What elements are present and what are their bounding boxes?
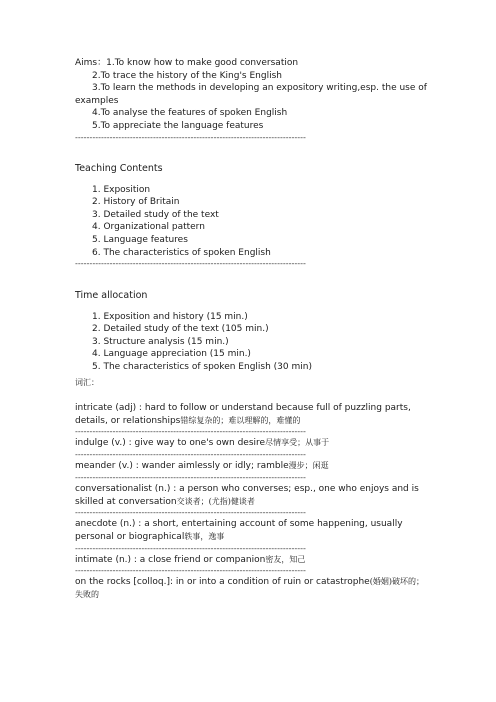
vocab-section xyxy=(75,402,427,602)
aims-item: 1.To know how to make good conversation xyxy=(106,58,299,68)
time-allocation-section xyxy=(75,290,435,374)
vocab-translation: (婚姻)破坏的；失败的 xyxy=(75,577,424,600)
separator-line: -------------------------------------------------------------------------------- xyxy=(75,472,306,482)
separator-line: -------------------------------------------------------------------------------- xyxy=(75,259,306,269)
vocab-translation: 漫步；闲逛 xyxy=(288,461,329,471)
time-item: 3. Structure analysis (15 min.) xyxy=(92,336,229,347)
vocab-entry xyxy=(75,402,427,427)
vocab-entry xyxy=(75,518,427,543)
aims-item-continuation: examples xyxy=(75,95,119,106)
time-item: 1. Exposition and history (15 min.) xyxy=(92,311,248,322)
vocab-translation: 尽情享受；从事于 xyxy=(265,438,330,448)
separator-line: -------------------------------------------------------------------------------- xyxy=(75,132,306,142)
vocab-definition: intricate (adj) : hard to follow or understand because full of puzzling parts, details, or relationships xyxy=(75,403,411,426)
vocab-entry xyxy=(75,460,427,473)
section-title: Time allocation xyxy=(75,290,148,301)
contents-item: 6. The characteristics of spoken English xyxy=(92,247,271,258)
separator-line: -------------------------------------------------------------------------------- xyxy=(75,450,306,460)
vocab-label: 词汇： xyxy=(75,378,99,387)
vocab-definition: anecdote (n.) : a short, entertaining account of some happening, usually personal or biographical xyxy=(75,519,403,542)
time-item: 5. The characteristics of spoken English (30 min) xyxy=(92,361,312,372)
contents-item: 1. Exposition xyxy=(92,184,151,195)
vocab-definition: conversationalist (n.) : a person who converses; esp., one who enjoys and is skilled at conversation xyxy=(75,483,419,507)
vocab-definition: indulge (v.) : give way to one's own desire xyxy=(75,438,266,449)
aims-item: 4.To analyse the features of spoken English xyxy=(92,108,288,119)
aims-label: Aims： xyxy=(75,58,107,68)
separator-line: -------------------------------------------------------------------------------- xyxy=(75,566,306,576)
contents-item: 3. Detailed study of the text xyxy=(92,209,219,220)
vocab-translation: 交谈者；(尤指)健谈者 xyxy=(176,496,255,506)
aims-item: 5.To appreciate the language features xyxy=(92,120,264,131)
aims-item: 3.To learn the methods in developing an expository writing,esp. the use of xyxy=(92,83,427,94)
vocab-entry xyxy=(75,554,427,567)
separator-line: -------------------------------------------------------------------------------- xyxy=(75,508,306,518)
time-item: 4. Language appreciation (15 min.) xyxy=(92,349,251,360)
vocab-definition: meander (v.) : wander aimlessly or idly; ramble xyxy=(75,461,289,472)
section-title: Teaching Contents xyxy=(75,163,163,174)
time-item: 2. Detailed study of the text (105 min.) xyxy=(92,324,269,335)
contents-item: 5. Language features xyxy=(92,234,188,245)
separator-line: -------------------------------------------------------------------------------- xyxy=(75,427,306,437)
contents-item: 4. Organizational pattern xyxy=(92,222,205,233)
vocab-entry xyxy=(75,437,427,450)
aims-section xyxy=(75,57,435,143)
separator-line: -------------------------------------------------------------------------------- xyxy=(75,543,306,553)
vocab-entry xyxy=(75,483,427,508)
aims-item: 2.To trace the history of the King's English xyxy=(92,70,282,81)
vocab-translation: 密友，知己 xyxy=(265,554,306,564)
vocab-entry xyxy=(75,576,427,601)
teaching-contents-section xyxy=(75,163,435,269)
vocab-definition: on the rocks [colloq.]: in or into a condition of ruin or catastrophe xyxy=(75,577,370,588)
contents-item: 2. History of Britain xyxy=(92,197,180,208)
vocab-translation: 轶事，逸事 xyxy=(184,531,225,541)
aims-line-1 xyxy=(75,57,435,70)
vocab-translation: 错综复杂的；难以理解的，难懂的 xyxy=(180,415,301,425)
vocab-definition: intimate (n.) : a close friend or companion xyxy=(75,554,266,565)
